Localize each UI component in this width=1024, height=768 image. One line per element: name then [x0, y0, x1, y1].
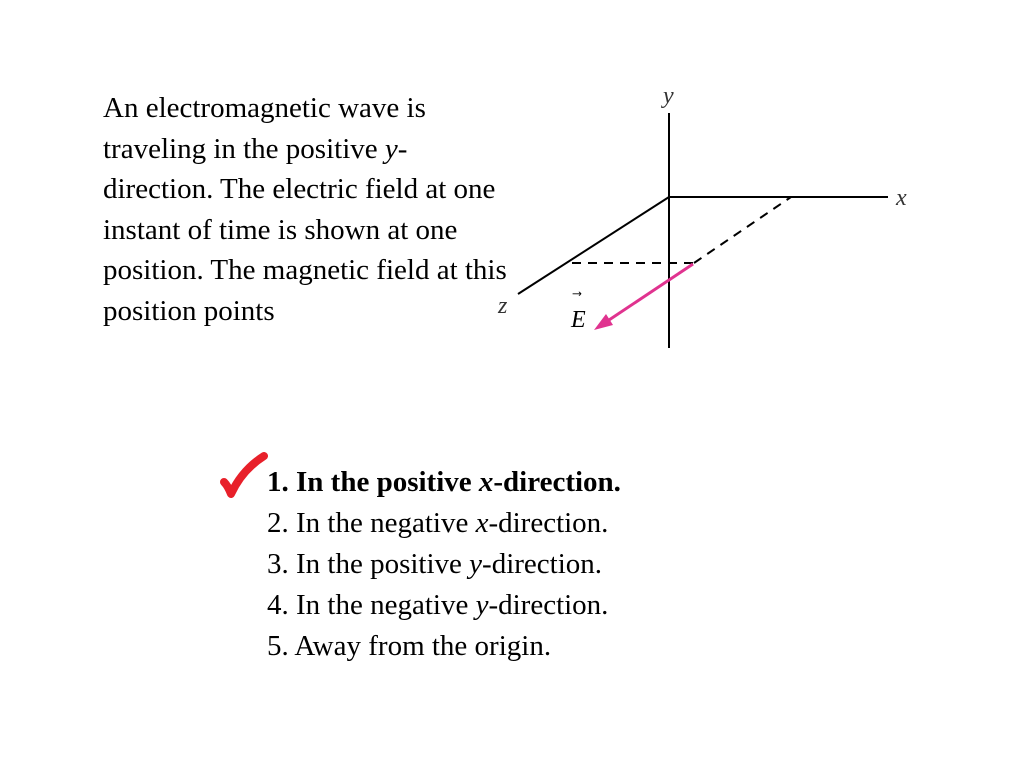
field-label: E: [571, 307, 586, 333]
z-axis-label: z: [498, 293, 508, 319]
answer-prefix: Away from the origin.: [294, 630, 552, 662]
projection-line-diagonal: [694, 197, 791, 263]
answer-option-5: [267, 626, 621, 667]
answer-suffix: -direction.: [493, 466, 621, 498]
answer-number: 1.: [267, 466, 289, 498]
answer-option-3: [267, 544, 621, 585]
question-part2: -direction. The electric field at one instant of time is shown at one position. The magnetic field at this position points: [103, 132, 507, 327]
x-axis-label: x: [896, 185, 907, 211]
answer-suffix: -direction.: [488, 507, 609, 539]
answer-number: 3.: [267, 548, 289, 580]
answer-prefix: In the negative: [296, 507, 476, 539]
answer-number: 5.: [267, 630, 289, 662]
answer-suffix: -direction.: [482, 548, 603, 580]
z-axis: [518, 197, 669, 294]
answer-number: 4.: [267, 589, 289, 621]
question-part1: An electromagnetic wave is traveling in the positive: [103, 92, 426, 165]
answer-variable: y: [475, 589, 489, 621]
answer-prefix: In the negative: [296, 589, 476, 621]
answer-option-4: [267, 585, 621, 626]
answer-prefix: In the positive: [296, 466, 479, 498]
answer-number: 2.: [267, 507, 289, 539]
electric-field-vector: [606, 264, 693, 322]
answer-prefix: In the positive: [296, 548, 470, 580]
answer-variable: x: [478, 466, 494, 498]
answer-option-2: [267, 503, 621, 544]
answer-list: [267, 462, 621, 667]
answer-variable: y: [469, 548, 483, 580]
field-label-arrow: [572, 291, 582, 296]
electric-field-arrowhead: [594, 314, 613, 330]
y-axis-label: y: [663, 83, 674, 109]
answer-option-1: [267, 462, 621, 503]
answer-suffix: -direction.: [488, 589, 609, 621]
check-mark-icon: [218, 452, 270, 502]
question-variable: y: [384, 132, 398, 165]
answer-variable: x: [475, 507, 489, 539]
